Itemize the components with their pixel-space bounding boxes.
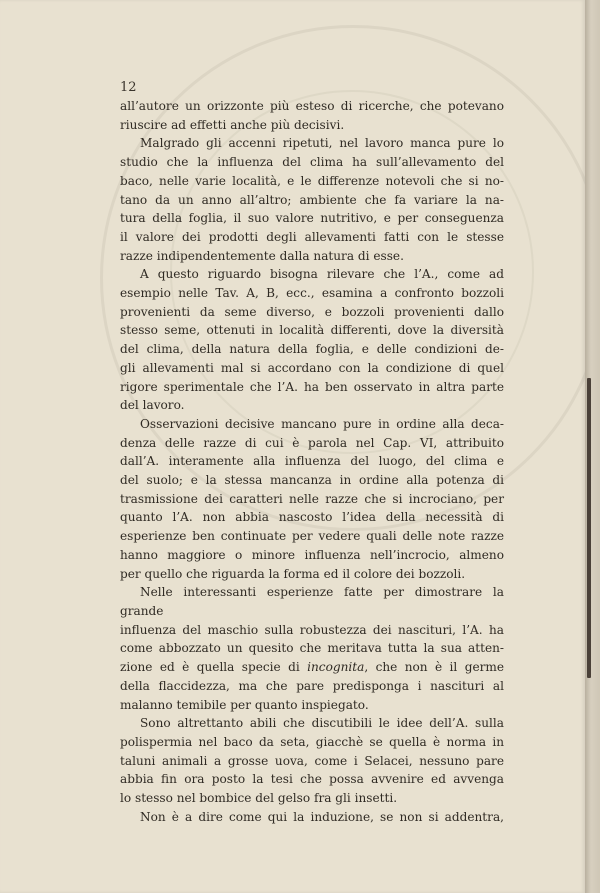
text-line-4: studio che la influenza del clima ha sull’allevamento del — [120, 155, 504, 170]
text-line-25: hanno maggiore o minore influenza nell’incrocio, almeno — [120, 547, 504, 562]
text-line-38: Non è a dire come qui la induzione, se non si addentra, — [140, 809, 504, 824]
text-line-7: tura della foglia, il suo valore nutritivo, e per conseguenza — [120, 211, 504, 226]
text-line-5: baco, nelle varie località, e le differenze notevoli che si no- — [120, 173, 504, 188]
text-line-12: provenienti da seme diverso, e bozzoli provenienti dallo — [120, 304, 504, 319]
body-text — [120, 97, 504, 826]
text-line-37: lo stesso nel bombice del gelso fra gli insetti. — [120, 791, 398, 806]
text-line-23: quanto l’A. non abbia nascosto l’idea della necessità di — [120, 510, 504, 525]
text-line-31: della flaccidezza, ma che pare predisponga i nascituri al — [120, 678, 504, 693]
binding-mark — [587, 378, 591, 678]
text-line-36: abbia fin ora posto la tesi che possa avvenire ed avvenga — [120, 772, 504, 787]
text-line-22: trasmissione dei caratteri nelle razze che si incrociano, per — [120, 491, 504, 506]
text-line-26: per quello che riguarda la forma ed il colore dei bozzoli. — [120, 566, 466, 581]
text-line-29: come abbozzato un quesito che meritava tutta la sua atten- — [120, 641, 504, 656]
text-line-35: taluni animali a grosse uova, come i Selacei, nessuno pare — [120, 753, 504, 768]
text-line-18: Osservazioni decisive mancano pure in ordine alla deca- — [140, 416, 504, 431]
text-line-17: del lavoro. — [120, 398, 185, 413]
text-line-15: gli allevamenti mal si accordano con la condizione di quel — [120, 360, 504, 375]
text-line-14: del clima, della natura della foglia, e delle condizioni de- — [120, 342, 504, 357]
text-line-10: A questo riguardo bisogna rilevare che l’A., come ad — [140, 267, 504, 282]
text-line-1: all’autore un orizzonte più esteso di ricerche, che potevano — [120, 99, 504, 113]
text-line-28: influenza del maschio sulla robustezza dei nascituri, l’A. ha — [120, 622, 504, 637]
text-line-27: Nelle interessanti esperienze fatte per dimostrare la grande — [120, 585, 504, 618]
text-line-6: tano da un anno all’altro; ambiente che fa variare la na- — [120, 192, 504, 207]
text-line-24: esperienze ben continuate per vedere quali delle note razze — [120, 529, 504, 544]
text-line-16: rigore sperimentale che l’A. ha ben osservato in altra parte — [120, 379, 504, 394]
text-line-20: dall’A. interamente alla influenza del luogo, del clima e — [120, 454, 504, 469]
text-line-11: esempio nelle Tav. A, B, ecc., esamina a confronto bozzoli — [120, 286, 504, 301]
text-line-30: zione ed è quella specie di incognita, che non è il germe — [120, 660, 505, 675]
page-number: 12 — [120, 80, 137, 95]
text-line-19: denza delle razze di cui è parola nel Cap. VI, attribuito — [120, 435, 504, 450]
text-line-34: polispermia nel baco da seta, giacchè se quella è norma in — [120, 734, 504, 749]
text-line-9: razze indipendentemente dalla natura di esse. — [120, 248, 404, 263]
text-line-2: riuscire ad effetti anche più decisivi. — [120, 117, 345, 132]
text-line-13: stesso seme, ottenuti in località differenti, dove la diversità — [120, 323, 504, 338]
italic-word-incognita: incognita — [307, 660, 365, 675]
text-line-32: malanno temibile per quanto inspiegato. — [120, 697, 369, 712]
text-line-21: del suolo; e la stessa mancanza in ordine alla potenza di — [120, 473, 504, 488]
text-line-3: Malgrado gli accenni ripetuti, nel lavoro manca pure lo — [140, 136, 504, 151]
text-line-8: il valore dei prodotti degli allevamenti fatti con le stesse — [120, 229, 504, 244]
text-line-33: Sono altrettanto abili che discutibili le idee dell’A. sulla — [140, 716, 504, 731]
